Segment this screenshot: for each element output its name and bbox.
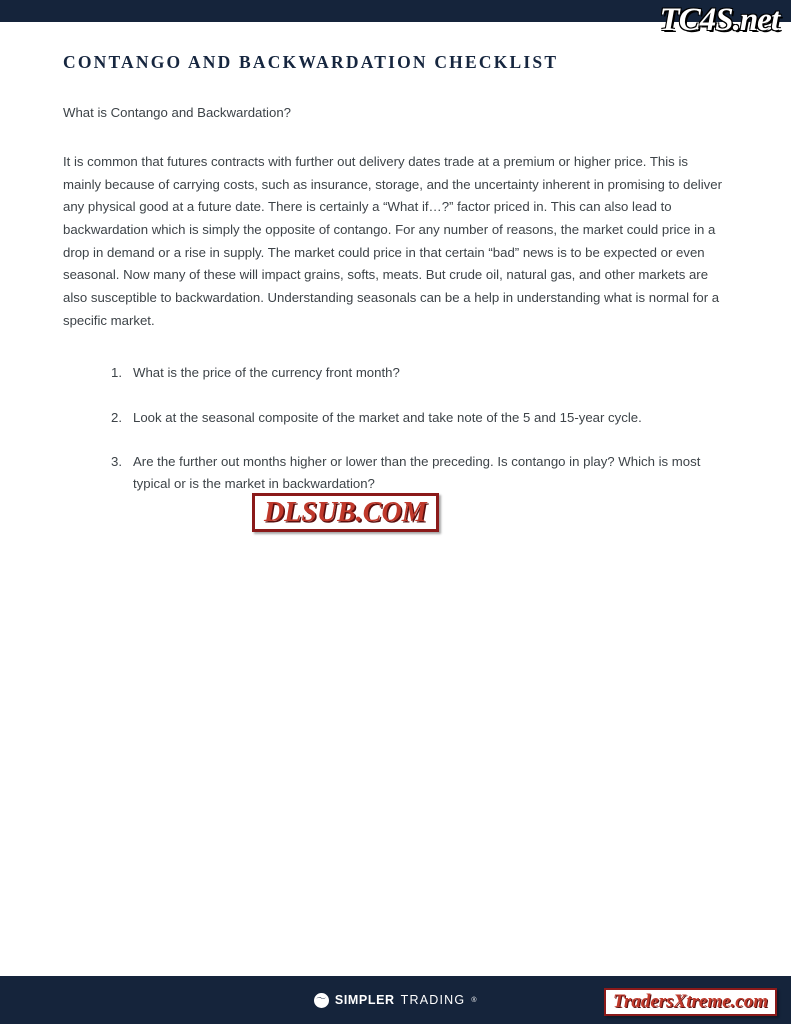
watermark-center: DLSUB.COM (252, 493, 439, 532)
brand-name-bold: SIMPLER (334, 993, 395, 1007)
simpler-trading-logo (314, 993, 477, 1008)
lead-question: What is Contango and Backwardation? (63, 105, 291, 120)
watermark-bottom-right: TradersXtreme.com (604, 988, 777, 1016)
checklist (63, 362, 728, 494)
watermark-top-right: TC4S.net (659, 2, 779, 38)
brand-name-light: TRADING (400, 993, 466, 1007)
list-item: What is the price of the currency front month? (133, 365, 400, 381)
page-title: CONTANGO AND BACKWARDATION CHECKLIST (63, 52, 559, 72)
document-content (63, 52, 728, 517)
body-paragraph: It is common that futures contracts with further out delivery dates trade at a premium or higher price. This is mainly because of carrying costs, such as insurance, storage, and the uncertainty inherent in promising to deliver any physical good at a future date. There is certainly a “What if…?” factor priced in. This can also lead to backwardation which is simply the opposite of contango. For any number of reasons, the market could price in a drop in demand or a rise in supply. The market could price in that certain “bad” news is to be expected or even seasonal. Now many of these will impact grains, softs, meats. But crude oil, natural gas, and other markets are also susceptible to backwardation. Understanding seasonals can be a help in understanding what is normal for a specific market. (63, 153, 722, 328)
list-item: Are the further out months higher or lower than the preceding. Is contango in play? Which is most typical or is the market in backwardation? (133, 454, 701, 491)
wave-icon: 〜 (314, 993, 329, 1008)
list-item: Look at the seasonal composite of the market and take note of the 5 and 15-year cycle. (133, 409, 642, 425)
registered-mark: ® (471, 996, 478, 1004)
